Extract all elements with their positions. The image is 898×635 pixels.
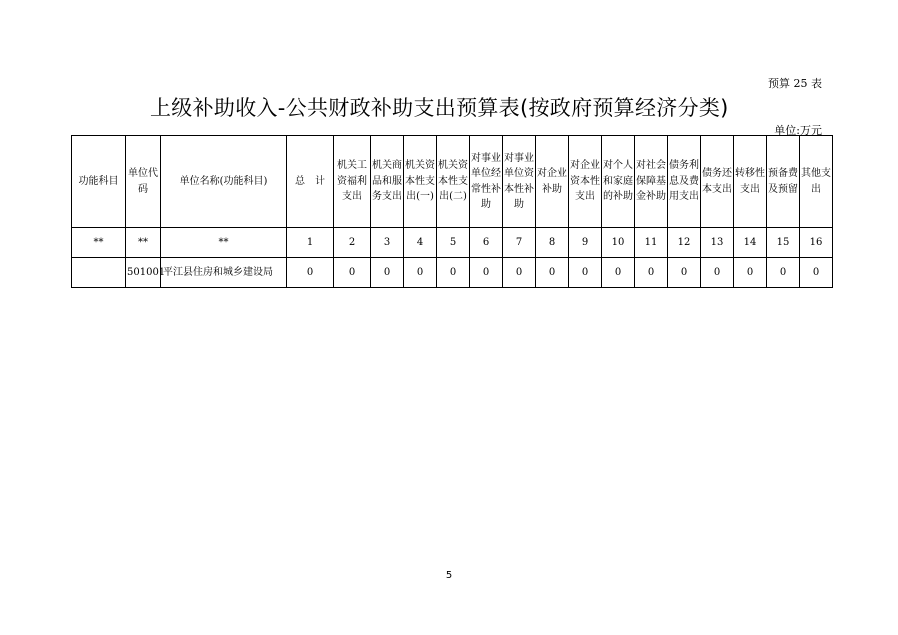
header-cell: 对事业单位经常性补助 — [470, 136, 503, 228]
budget-table — [71, 135, 833, 288]
index-cell: 4 — [404, 228, 437, 258]
table-cell: 0 — [668, 258, 701, 288]
header-cell: 单位名称(功能科目) — [161, 136, 287, 228]
table-cell: 0 — [536, 258, 569, 288]
index-cell: 8 — [536, 228, 569, 258]
index-cell: ** — [72, 228, 126, 258]
header-cell: 机关商品和服务支出 — [371, 136, 404, 228]
header-cell: 机关资本性支出(二) — [437, 136, 470, 228]
header-cell: 总 计 — [287, 136, 334, 228]
index-cell: 12 — [668, 228, 701, 258]
table-cell: 0 — [503, 258, 536, 288]
table-cell: 501001 — [126, 258, 161, 288]
table-cell: 0 — [701, 258, 734, 288]
index-cell: ** — [161, 228, 287, 258]
table-cell: 0 — [404, 258, 437, 288]
table-cell: 0 — [371, 258, 404, 288]
table-cell: 0 — [569, 258, 602, 288]
table-cell: 0 — [287, 258, 334, 288]
unit-label: 单位:万元 — [774, 124, 822, 137]
table-cell: 0 — [437, 258, 470, 288]
table-row — [72, 258, 833, 288]
header-cell: 机关工资福利支出 — [334, 136, 371, 228]
header-row — [72, 136, 833, 228]
index-cell: 10 — [602, 228, 635, 258]
header-cell: 债务还本支出 — [701, 136, 734, 228]
header-cell: 单位代码 — [126, 136, 161, 228]
table-cell: 0 — [800, 258, 833, 288]
index-cell: 3 — [371, 228, 404, 258]
header-cell: 转移性支出 — [734, 136, 767, 228]
index-cell: 1 — [287, 228, 334, 258]
page-number: 5 — [445, 570, 453, 581]
header-cell: 对企业资本性支出 — [569, 136, 602, 228]
index-cell: 16 — [800, 228, 833, 258]
index-cell: 14 — [734, 228, 767, 258]
index-cell: 7 — [503, 228, 536, 258]
index-cell: 9 — [569, 228, 602, 258]
index-cell: 15 — [767, 228, 800, 258]
table-cell: 0 — [635, 258, 668, 288]
index-row — [72, 228, 833, 258]
header-cell: 对社会保障基金补助 — [635, 136, 668, 228]
table-cell — [72, 258, 126, 288]
header-cell: 其他支出 — [800, 136, 833, 228]
index-cell: 2 — [334, 228, 371, 258]
table-cell: 0 — [602, 258, 635, 288]
page-title: 上级补助收入-公共财政补助支出预算表(按政府预算经济分类) — [150, 96, 729, 120]
table-cell: 0 — [470, 258, 503, 288]
header-cell: 功能科目 — [72, 136, 126, 228]
table-cell: 0 — [334, 258, 371, 288]
table-cell: 0 — [734, 258, 767, 288]
header-cell: 机关资本性支出(一) — [404, 136, 437, 228]
index-cell: 5 — [437, 228, 470, 258]
index-cell: 6 — [470, 228, 503, 258]
index-cell: 11 — [635, 228, 668, 258]
table-cell: 平江县住房和城乡建设局 — [161, 258, 287, 288]
header-cell: 债务利息及费用支出 — [668, 136, 701, 228]
header-cell: 对企业补助 — [536, 136, 569, 228]
index-cell: ** — [126, 228, 161, 258]
form-number: 预算 25 表 — [768, 77, 822, 90]
header-cell: 对事业单位资本性补助 — [503, 136, 536, 228]
header-cell: 对个人和家庭的补助 — [602, 136, 635, 228]
index-cell: 13 — [701, 228, 734, 258]
table-cell: 0 — [767, 258, 800, 288]
header-cell: 预备费及预留 — [767, 136, 800, 228]
